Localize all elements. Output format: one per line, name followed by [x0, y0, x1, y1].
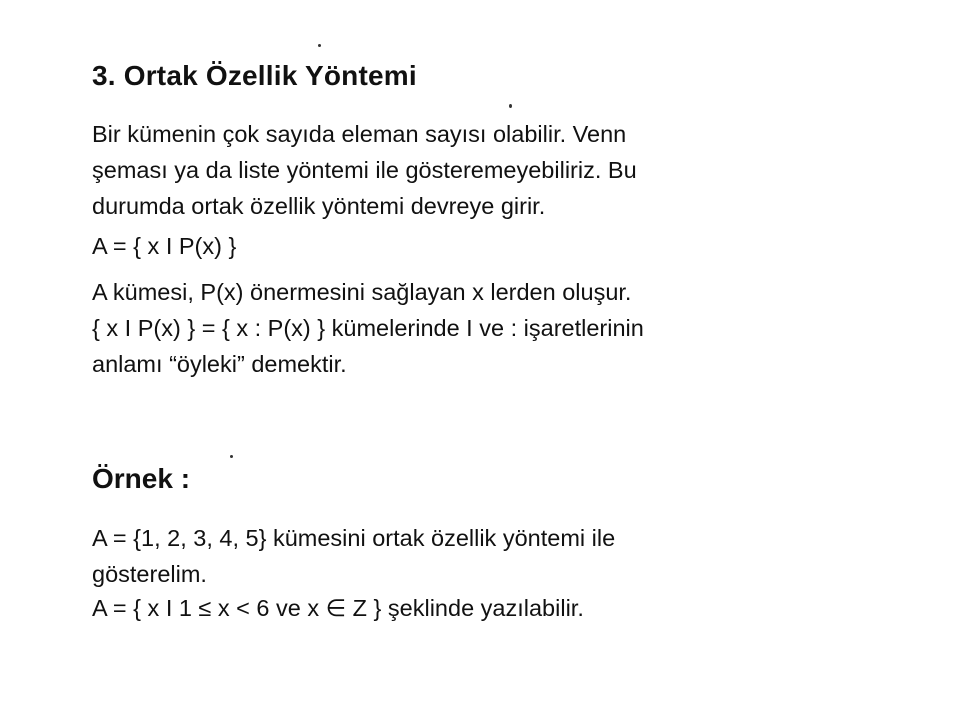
scan-speck — [230, 455, 233, 458]
example-line-1: A = {1, 2, 3, 4, 5} kümesini ortak özellik yöntemi ile — [92, 525, 616, 551]
set-notation: A = { x I P(x) } — [92, 233, 237, 259]
intro-line-1: Bir kümenin çok sayıda eleman sayısı olabilir. Venn — [92, 121, 627, 147]
intro-line-3: durumda ortak özellik yöntemi devreye girir. — [92, 193, 546, 219]
explanation-line-2: { x I P(x) } = { x : P(x) } kümelerinde I ve : işaretlerinin — [92, 315, 644, 341]
section-title: 3. Ortak Özellik Yöntemi — [92, 60, 417, 91]
intro-line-2: şeması ya da liste yöntemi ile gösteremeyebiliriz. Bu — [92, 157, 637, 183]
scan-speck — [509, 104, 512, 108]
explanation-line-3: anlamı “öyleki” demektir. — [92, 351, 347, 377]
example-title: Örnek : — [92, 463, 191, 494]
example-line-3: A = { x I 1 ≤ x < 6 ve x ∈ Z } şeklinde yazılabilir. — [92, 595, 584, 621]
explanation-line-1: A kümesi, P(x) önermesini sağlayan x lerden oluşur. — [92, 279, 632, 305]
example-line-2: gösterelim. — [92, 561, 207, 587]
scan-speck — [318, 44, 321, 47]
